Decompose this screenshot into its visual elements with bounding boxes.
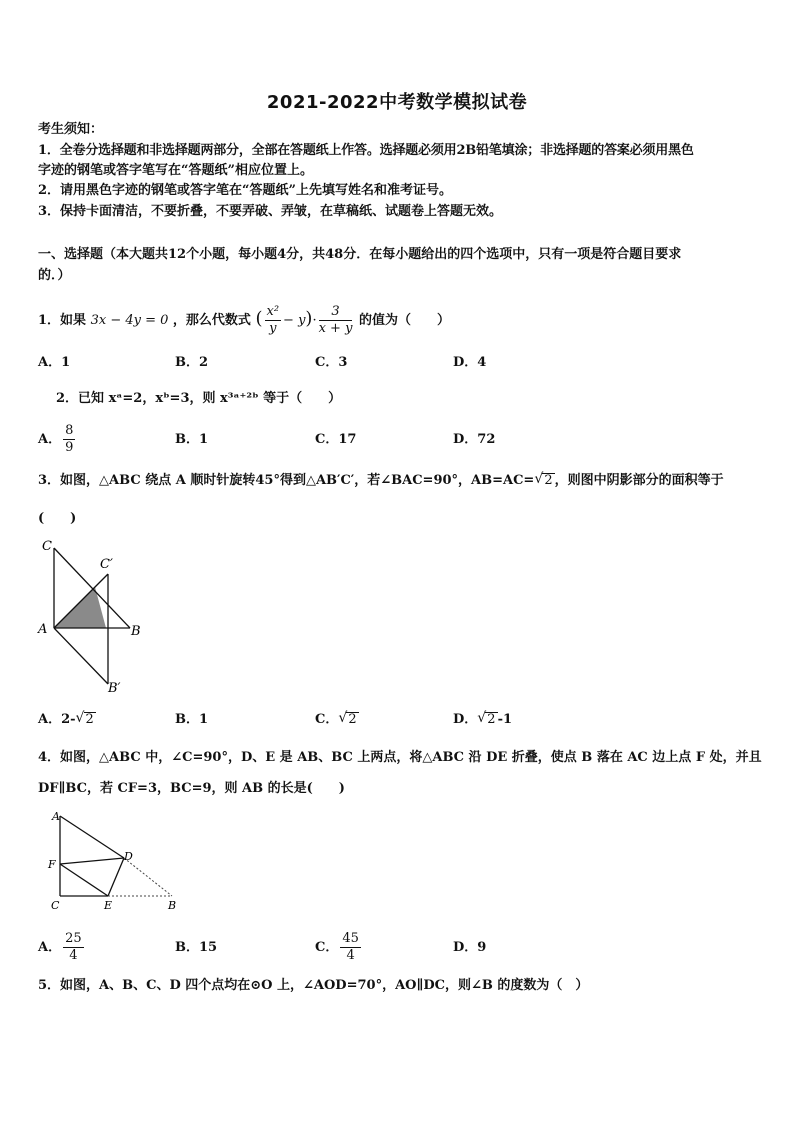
notice-item-1: 1．全卷分选择题和非选择题两部分，全部在答题纸上作答。选择题必须用2B铅笔填涂；非选择题的答案必须用黑色 xyxy=(38,143,694,158)
section-heading-cont: 的．） xyxy=(38,268,71,283)
question-4-cont: DF∥BC，若 CF=3，BC=9，则 AB 的长是( ) xyxy=(38,781,345,796)
question-1-option-a[interactable]: A．1 xyxy=(38,355,71,370)
question-3-option-d[interactable]: D． √ 2 -1 xyxy=(453,710,513,727)
question-1-mid: ，那么代数式 xyxy=(172,313,251,328)
question-1-option-b[interactable]: B．2 xyxy=(175,355,209,370)
label-A: A xyxy=(38,622,48,637)
question-4-option-c[interactable]: C． $\frac{45}{4}$ xyxy=(315,931,359,963)
question-4: 4．如图，△ABC 中，∠C=90°，D、E 是 AB、BC 上两点，将△ABC 沿 DE 折叠，使点 B 落在 AC 边上点 F 处，并且 xyxy=(38,750,762,765)
notice-item-3: 3．保持卡面清洁，不要折叠，不要弄破、弄皱，在草稿纸、试题卷上答题无效。 xyxy=(38,204,503,219)
notice-item-1-cont: 字迹的钢笔或答字笔写在“答题纸”相应位置上。 xyxy=(38,163,313,178)
question-2-option-a[interactable]: A． $\frac{8}{9}$ xyxy=(38,423,74,455)
question-2-option-c[interactable]: C．17 xyxy=(315,432,357,447)
label-D: D xyxy=(124,850,133,863)
question-1-suffix: 的值为（ ） xyxy=(358,313,450,328)
question-1-option-c[interactable]: C．3 xyxy=(315,355,348,370)
question-1-fraction-a: $\frac{\text{x²}}{y}$ xyxy=(266,304,280,336)
question-2-option-d[interactable]: D．72 xyxy=(453,432,496,447)
label-E: E xyxy=(104,899,113,912)
notice-heading: 考生须知： xyxy=(38,122,104,137)
question-1-condition: 3x − 4y = 0 xyxy=(90,313,169,328)
question-3: 3．如图，△ABC 绕点 A 顺时针旋转45°得到△AB′C′，若∠BAC=90°，AB=AC= √ 2 ，则图中阴影部分的面积等于 xyxy=(38,471,724,488)
exam-title: 2021-2022中考数学模拟试卷 xyxy=(266,92,528,113)
label-B: B xyxy=(131,624,141,639)
question-1-fraction-b: $\frac{3}{x + y}$ xyxy=(318,304,353,336)
question-3-option-c[interactable]: C． √ 2 xyxy=(315,710,357,727)
label-C: C xyxy=(51,899,60,912)
label-F: F xyxy=(48,858,56,871)
question-3-figure xyxy=(34,536,144,696)
section-heading: 一、选择题（本大题共12个小题，每小题4分，共48分．在每小题给出的四个选项中，只有一项是符合题目要求 xyxy=(38,247,682,262)
question-4-figure xyxy=(40,806,190,916)
question-2: 2．已知 xᵃ=2，xᵇ=3，则 x³ᵃ⁺²ᵇ 等于（ ） xyxy=(56,391,342,406)
shaded-region xyxy=(54,587,106,628)
label-B-prime: B′ xyxy=(108,681,121,696)
question-4-option-b[interactable]: B．15 xyxy=(175,940,218,955)
question-3-blank: ( ) xyxy=(38,511,77,526)
question-1-prefix: 1．如果 xyxy=(38,313,87,328)
label-B: B xyxy=(168,899,177,912)
question-5: 5．如图，A、B、C、D 四个点均在⊙O 上，∠AOD=70°，AO∥DC，则∠B 的度数为（ ） xyxy=(38,978,589,993)
question-3-option-b[interactable]: B．1 xyxy=(175,712,209,727)
question-4-option-d[interactable]: D．9 xyxy=(453,940,487,955)
question-1: 1．如果 3x − 4y = 0 ，那么代数式 ( $\frac{\text{x²}}{y}$ − y)· $\frac{3}{x + y}$ 的值为（ ） xyxy=(38,304,450,336)
label-C: C xyxy=(42,539,52,554)
question-1-minus: − y xyxy=(283,313,306,328)
question-3-option-a[interactable]: A．2- √ 2 xyxy=(38,710,94,727)
notice-item-2: 2．请用黑色字迹的钢笔或答字笔在“答题纸”上先填写姓名和准考证号。 xyxy=(38,183,453,198)
label-C-prime: C′ xyxy=(100,557,113,572)
question-1-option-d[interactable]: D．4 xyxy=(453,355,487,370)
question-4-option-a[interactable]: A． $\frac{25}{4}$ xyxy=(38,931,82,963)
question-2-option-b[interactable]: B．1 xyxy=(175,432,209,447)
label-A: A xyxy=(52,810,60,823)
